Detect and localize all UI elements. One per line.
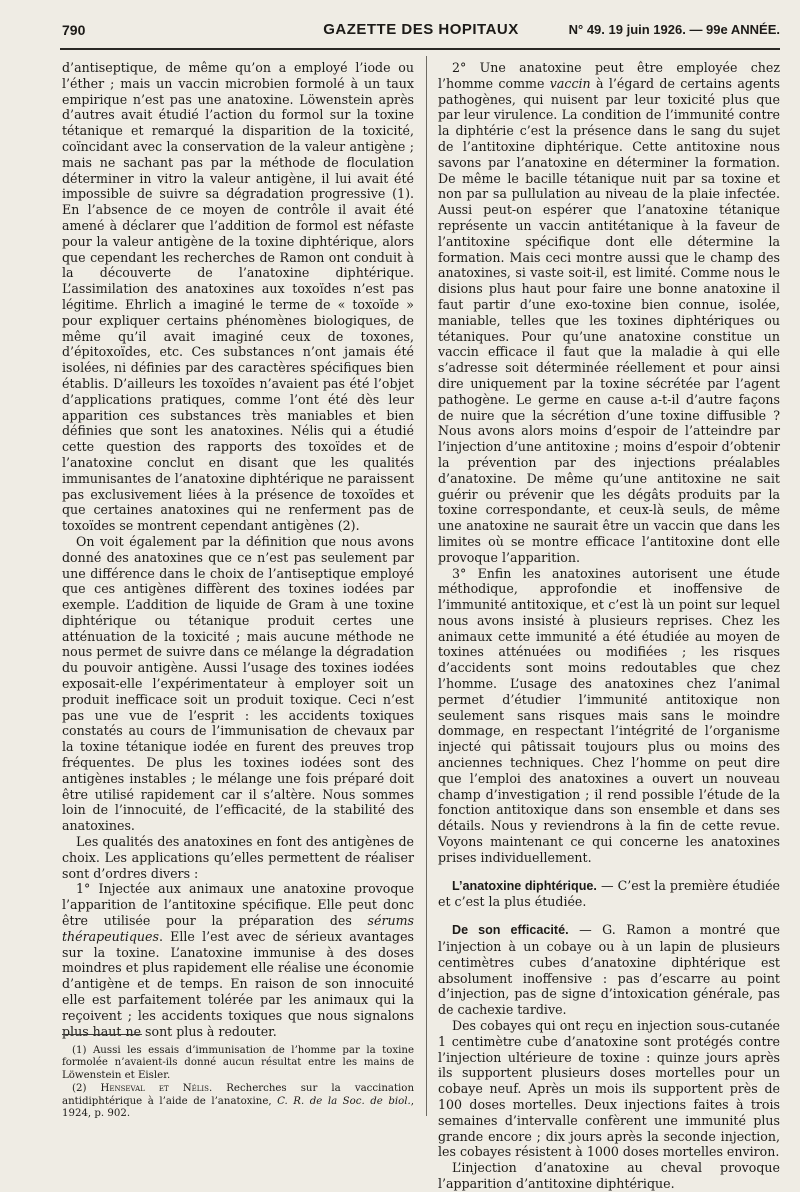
footnotes [62,1034,414,1121]
spacer [438,866,780,878]
left-column [62,60,414,1039]
footnote-authors: Henseval et Nélis [100,1083,209,1095]
paragraph-text: . Elle l’est avec de sérieux avantages sur la toxine. L’anatoxine immunise à des doses moindres et plus rapidement elle réalise une économie d’antigène et de temps. En raison de son innocuité elle est parfaitement tolérée par les animaux qui la reçoivent ; les accidents toxiques que nous signalons plus haut ne sont plus à redouter. [62,928,414,1039]
paragraph-text: 2° Une anatoxine peut être employée chez l’homme comme [438,60,780,91]
section-paragraph [438,878,780,911]
right-column [438,60,780,1192]
journal-title: GAZETTE DES HOPITAUX [323,21,519,38]
page-number: 790 [62,22,86,38]
paragraph: d’antiseptique, de même qu’on a employé l’iode ou l’éther ; mais un vaccin microbien formolé à un taux empirique n’est pas une anatoxine. Löwenstein après d’autres avait étudié l’action du formol sur la toxine tétanique et remarqué la disparition de la toxicité, coïncidant avec la conservation de la valeur antigène ; mais ne sachant pas par la méthode de floculation déterminer in vitro la valeur antigène, il lui avait été impossible de suivre sa dégradation progressive (1). En l’absence de ce moyen de contrôle il avait été amené à déclarer que l’addition de formol est néfaste pour la valeur antigène de la toxine diphtérique, alors que cependant les recherches de Ramon ont conduit à la découverte de l’anatoxine diphtérique. L’assimilation des anatoxines aux toxoïdes n’est pas légitime. Ehrlich a imaginé le terme de « toxoïde » pour expliquer certains phénomènes biologiques, de même qu’il avait imaginé ceux de toxones, d’épitoxoïdes, etc. Ces substances n’ont jamais été isolées, ni définies par des caractères spécifiques bien établis. D’ailleurs les toxoïdes n’avaient pas été l’objet d’applications pratiques, comme l’ont été dès leur apparition ces substances très maniables et bien définies que sont les anatoxines. Nélis qui a étudié cette question des rapports des toxoïdes et de l’anatoxine conclut en disant que les qualités immunisantes de l’anatoxine diphtérique ne paraissent pas exclusivement liées à la présence de toxoïdes et que certaines anatoxines qui ne renferment pas de toxoïdes se montrent cependant antigènes (2). [62,60,414,534]
paragraph: Des cobayes qui ont reçu en injection sous-cutanée 1 centimètre cube d’anatoxine sont protégés contre l’injection ultérieure de toxine : quinze jours après ils supportent plusieurs doses mortelles pour un cobaye neuf. Après un mois ils supportent près de 100 doses mortelles. Deux injections faites à trois semaines d’intervalle confèrent une immunité plus grande encore ; dix jours après la seconde injection, les cobayes résistent à 1000 doses mortelles environ. [438,1018,780,1160]
footnote-rule [62,1034,142,1035]
section-heading: De son efficacité. [452,923,569,938]
footnote [62,1083,414,1120]
page-header [62,18,780,44]
emphasis-text: sérums thérapeutiques [62,913,414,944]
paragraph: 3° Enfin les anatoxines autorisent une étude méthodique, approfondie et inoffensive de l’immunité antitoxique, et c’est là un point sur lequel nous avons insisté à plusieurs reprises. Chez les animaux cette immunité a été étudiée au moyen de toxines atténuées ou modifiées ; les risques d’accidents sont moins redoutables que chez l’homme. L’usage des anatoxines chez l’animal permet d’étudier l’immunité antitoxique non seulement sans risques mais sans le moindre dommage, en respectant l’intégrité de l’organisme injecté qui pâtissait toujours plus ou moins des anciennes techniques. Chez l’homme on peut dire que l’emploi des anatoxines a ouvert un nouveau champ d’investigation ; il rend possible l’étude de la fonction antitoxique dans son ensemble et dans ses détails. Nous y reviendrons à la fin de cette revue. Voyons maintenant ce qui concerne les anatoxines prises individuellement. [438,565,780,865]
paragraph-text: — C’est la première étudiée et c’est la plus étudiée. [438,877,780,910]
paragraph: L’injection d’anatoxine au cheval provoque l’apparition d’antitoxine diphtérique. [438,1160,780,1191]
paragraph-text: à l’égard de certains agents pathogènes, qui nuisent par leur toxicité plus que par leur virulence. La condition de l’immunité contre la diphtérie c’est la présence dans le sang du sujet de l’antitoxine diphtérique. Cette antitoxine nous savons par l’anatoxine en déterminer la formation. De même le bacille tétanique nuit par sa toxine et non par sa pullulation au niveau de la plaie infectée. Aussi peut-on espérer que l’anatoxine tétanique représente un vaccin antitétanique à la faveur de l’antitoxine spécifique dont elle détermine la formation. Mais ceci montre aussi que le champ des anatoxines, si vaste soit-il, est limité. Comme nous le disions plus haut pour faire une bonne anatoxine il faut partir d’une exo-toxine bien connue, isolée, maniable, telles que les toxines diphtériques ou tétaniques. Pour qu’une anatoxine constitue un vaccin efficace il faut que la maladie à qui elle s’adresse soit déterminée réellement et pour ainsi dire uniquement par la toxine sécrétée par l’agent pathogène. Le germe en cause a-t-il d’autre façons de nuire que la sécrétion d’une toxine diffusible ? Nous avons alors moins d’espoir de l’atteindre par l’injection d’une antitoxine ; moins d’espoir d’obtenir la prévention par des injections préalables d’anatoxine. De même qu’une antitoxine ne sait guérir ou prévenir que les dégâts produits par la toxine correspondante, et ceux-là seuls, de même une anatoxine ne saurait être un vaccin que dans les limites où se montre efficace l’antitoxine dont elle provoque l’apparition. [438,75,781,565]
spacer [438,910,780,922]
paragraph: On voit également par la définition que nous avons donné des anatoxines que ce n’est pas seulement par une différence dans le choix de l’antiseptique employé que ces antigènes diffèrent des toxines iodées par exemple. L’addition de liquide de Gram à une toxine diphtérique ou tétanique produit certes une atténuation de la toxicité ; mais aucune méthode ne nous permet de suivre dans ce mélange la dégradation du pouvoir antigène. Aussi l’usage des toxines iodées exposait-elle l’expérimentateur à employer soit un produit inefficace soit un produit toxique. Ceci n’est pas une vue de l’esprit : les accidents toxiques constatés au cours de l’immunisation de chevaux par la toxine tétanique iodée en furent des preuves trop fréquentes. De plus les toxines iodées sont des antigènes instables ; le mélange une fois préparé doit être utilisé rapidement car il s’altère. Nous sommes loin de l’innocuité, de l’efficacité, de la stabilité des anatoxines. [62,533,414,834]
section-heading: L’anatoxine diphtérique. [452,878,597,893]
emphasis-text: vaccin [549,75,591,91]
column-divider [426,56,427,1116]
paragraph [438,60,780,566]
paragraph-text: 1° Injectée aux animaux une anatoxine provoque l’apparition de l’antitoxine spécifique. Elle peut donc être utilisée pour la préparation des [62,881,414,929]
footnote-number: (2) [72,1083,101,1095]
paragraph-text: — G. Ramon a montré que l’injection à un cobaye ou à un lapin de plusieurs centimètres cubes d’anatoxine diphtérique est absolument inoffensive : pas d’escarre au point d’injection, pas de signe d’intoxication générale, pas de cachexie tardive. [438,922,780,1018]
section-paragraph [438,922,780,1018]
footnote-text: . Recherches sur la vaccination antidiphtérique à l’aide de l’anatoxine, [62,1083,414,1107]
footnote-journal: C. R. de la Soc. de biol. [277,1095,411,1107]
header-rule [60,48,780,50]
footnote: (1) Aussi les essais d’immunisation de l’homme par la toxine formolée n’avaient-ils donné aucun résultat entre les mains de Löwenstein et Eisler. [62,1045,414,1081]
footnote-text: , 1924, p. 902. [62,1095,414,1120]
paragraph [62,881,414,1039]
issue-info: N° 49. 19 juin 1926. — 99e ANNÉE. [568,22,780,37]
paragraph: Les qualités des anatoxines en font des antigènes de choix. Les applications qu’elles permettent de réaliser sont d’ordres divers : [62,834,414,881]
